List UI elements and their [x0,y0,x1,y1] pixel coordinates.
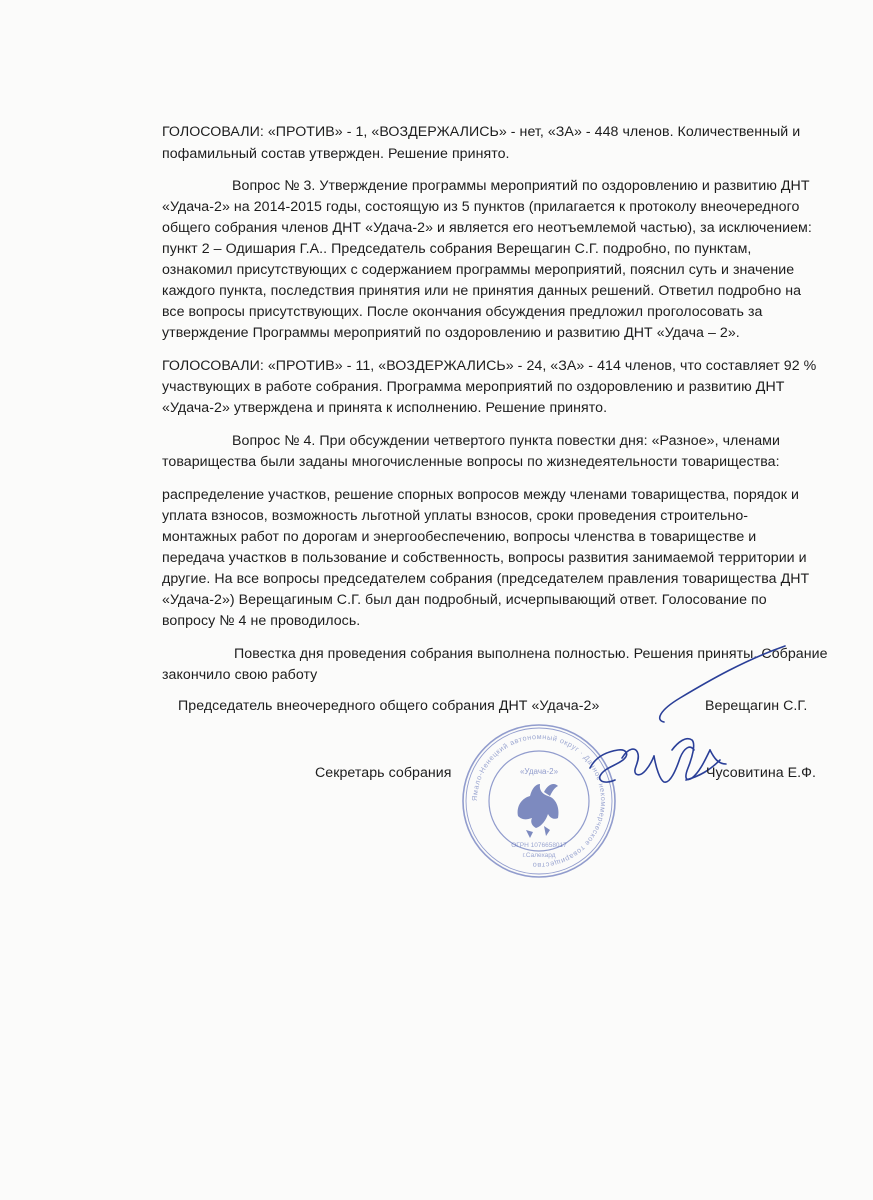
seal-emblem-icon [518,784,559,838]
vote-result-line: участвующих в работе собрания. Программа мероприятий по оздоровлению и развитию ДНТ [162,379,785,395]
chairman-title: Председатель внеочередного общего собрания ДНТ «Удача-2» [178,698,600,714]
topics-line: распределение участков, решение спорных вопросов между членами товарищества, порядок и [162,487,799,503]
seal-city-text: г.Салехард [522,852,556,859]
question-3-line: ознакомил присутствующих с содержанием программы мероприятий, пояснил суть и значение [162,262,795,278]
question-3-line: все вопросы присутствующих. После окончания обсуждения предложил проголосовать за [162,304,763,320]
seal-ring-text: Ямало-Ненецкий автономный округ · Дачное некоммерческое товарищество [469,731,609,871]
question-3-line: Вопрос № 3. Утверждение программы мероприятий по оздоровлению и развитию ДНТ [232,178,810,194]
topics-line: вопросу № 4 не проводилось. [162,613,361,629]
seal-center-text: «Удача-2» [519,767,559,776]
closing-line: Повестка дня проведения собрания выполнена полностью. Решения приняты. Собрание [234,646,828,662]
topics-line: монтажных работ по дорогам и энергообеспечению, вопросы членства в товариществе и [162,529,757,545]
question-3-line: пункт 2 – Одишария Г.А.. Председатель собрания Верещагин С.Г. подробно, по пунктам, [162,241,752,257]
vote-result-line: «Удача-2» утверждена и принята к исполнению. Решение принято. [162,400,608,416]
topics-line: уплата взносов, возможность льготной уплаты взносов, сроки проведения строительно- [162,508,749,524]
question-4-line: Вопрос № 4. При обсуждении четвертого пункта повестки дня: «Разное», членами [232,433,780,449]
topics-line: передача участков в пользование и собственность, вопросы развития занимаемой территории и [162,550,807,566]
question-4-line: товарищества были заданы многочисленные вопросы по жизнедеятельности товарищества: [162,454,780,470]
question-3-line: утверждение Программы мероприятий по оздоровлению и развитию ДНТ «Удача – 2». [162,325,740,341]
question-3-line: каждого пункта, последствия принятия или не принятия данных решений. Ответил подробно на [162,283,802,299]
question-3-line: «Удача-2» на 2014-2015 годы, состоящую из 5 пунктов (прилагается к протоколу внеочередного [162,199,800,215]
topics-line: «Удача-2») Верещагиным С.Г. был дан подробный, исчерпывающий ответ. Голосование по [162,592,767,608]
vote-result-line: ГОЛОСОВАЛИ: «ПРОТИВ» - 11, «ВОЗДЕРЖАЛИСЬ» - 24, «ЗА» - 414 членов, что составляет 92 % [162,358,817,374]
handwritten-signature [560,640,790,810]
topics-line: другие. На все вопросы председателем собрания (председателем правления товарищества ДНТ [162,571,810,587]
closing-line: закончило свою работу [162,667,318,683]
secretary-name: Чусовитина Е.Ф. [706,765,816,781]
vote-result-line: пофамильный состав утвержден. Решение принято. [162,146,510,162]
question-3-line: общего собрания членов ДНТ «Удача-2» и является его неотъемлемой частью), за исключением: [162,220,812,236]
secretary-title: Секретарь собрания [315,765,452,781]
chairman-name: Верещагин С.Г. [705,698,808,714]
vote-result-line: ГОЛОСОВАЛИ: «ПРОТИВ» - 1, «ВОЗДЕРЖАЛИСЬ» - нет, «ЗА» - 448 членов. Количественный и [162,124,801,140]
seal-inner-text: ОГРН 1076658017 [511,842,567,849]
